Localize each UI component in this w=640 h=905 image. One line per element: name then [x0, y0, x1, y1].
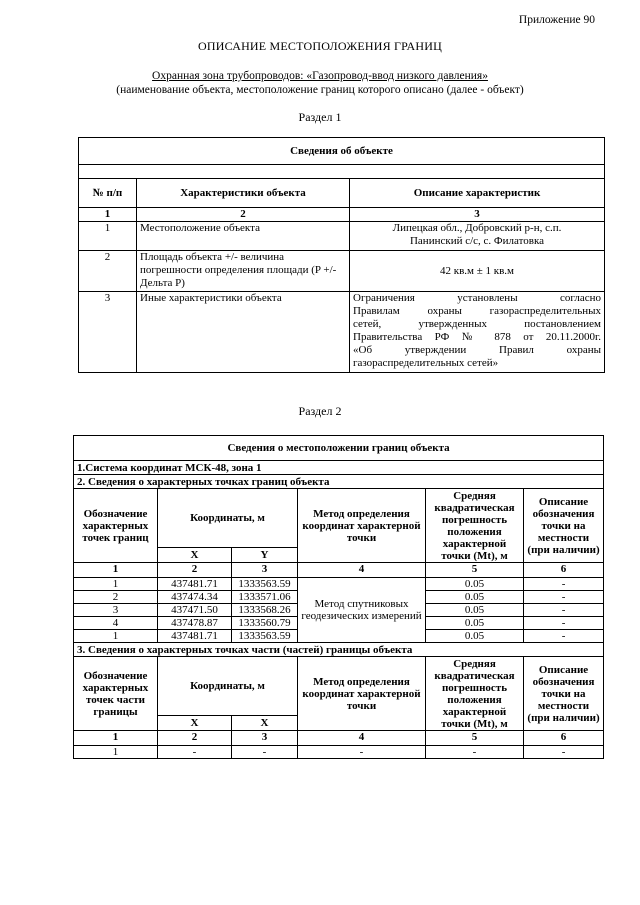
object-name-caption: (наименование объекта, местоположение границ которого описано (далее - объект) — [116, 84, 524, 96]
index-row — [74, 563, 604, 578]
row-description — [350, 292, 605, 373]
boundary-table — [73, 435, 604, 759]
section2-title: Раздел 2 — [298, 404, 342, 418]
index-cell: 6 — [524, 563, 604, 578]
index-cell: 5 — [426, 563, 524, 578]
index-cell: 4 — [298, 563, 426, 578]
point-place: - — [524, 630, 604, 643]
point-part-header: Обозначение характерных точек части границы — [74, 657, 158, 731]
object-info-table — [78, 137, 605, 373]
point-x: 437481.71 — [158, 630, 232, 643]
index-cell: 4 — [298, 731, 426, 746]
description-line: Липецкая обл., Добровский р-н, с.п. — [392, 222, 562, 234]
row-number: 3 — [79, 292, 137, 373]
point-number: 1 — [74, 746, 158, 759]
row-characteristic: Иные характеристики объекта — [137, 292, 350, 373]
row-characteristic: Местоположение объекта — [137, 222, 350, 251]
point-place: - — [524, 604, 604, 617]
table-title: Сведения о местоположении границ объекта — [74, 436, 604, 461]
row-number: 1 — [79, 222, 137, 251]
description-line: Правилам охраны газораспределительных — [353, 305, 602, 317]
point-number: 1 — [74, 630, 158, 643]
y-header: Y — [232, 548, 298, 563]
description-line: Панинский с/с, с. Филатовка — [409, 235, 545, 247]
row-characteristic: Площадь объекта +/- величина погрешности определения площади (P +/- Дельта P) — [137, 251, 350, 292]
point-number: 2 — [74, 591, 158, 604]
header-row — [74, 657, 604, 716]
point-x: 437481.71 — [158, 578, 232, 591]
point-y: - — [232, 746, 298, 759]
part-points-heading: 3. Сведения о характерных точках части (частей) границы объекта — [74, 643, 604, 657]
table-row — [79, 292, 605, 373]
table-row — [74, 578, 604, 591]
point-place: - — [524, 617, 604, 630]
subheading-row — [74, 643, 604, 657]
rms-header: Средняя квадратическая погрешность положения характерной точки (Mt), м — [426, 657, 524, 731]
x-header: X — [158, 548, 232, 563]
index-cell: 5 — [426, 731, 524, 746]
description-line: Правительства РФ № 878 от 20.11.2000г. — [353, 331, 602, 343]
points-heading: 2. Сведения о характерных точках границ объекта — [74, 475, 604, 489]
description-line: «Об утверждении Правил охраны — [353, 344, 602, 356]
row-number: 2 — [79, 251, 137, 292]
index-cell: 1 — [79, 208, 137, 222]
point-rms: 0.05 — [426, 591, 524, 604]
point-place: - — [524, 578, 604, 591]
col-desc-header: Описание характеристик — [350, 179, 605, 208]
page-title: ОПИСАНИЕ МЕСТОПОЛОЖЕНИЯ ГРАНИЦ — [198, 39, 442, 53]
point-x: 437474.34 — [158, 591, 232, 604]
point-rms: 0.05 — [426, 617, 524, 630]
subheading-row — [74, 461, 604, 475]
point-number: 1 — [74, 578, 158, 591]
table-row — [79, 222, 605, 251]
col-num-header: № п/п — [79, 179, 137, 208]
section1-title: Раздел 1 — [298, 110, 342, 124]
spacer-row — [79, 165, 605, 179]
appendix-label: Приложение 90 — [518, 14, 595, 26]
index-cell: 3 — [232, 731, 298, 746]
header-row — [74, 489, 604, 548]
point-rms: 0.05 — [426, 578, 524, 591]
coordinate-system: 1.Система координат МСК-48, зона 1 — [74, 461, 604, 475]
point-rms: 0.05 — [426, 630, 524, 643]
table-title: Сведения об объекте — [79, 138, 605, 165]
index-cell: 2 — [137, 208, 350, 222]
index-cell: 2 — [158, 731, 232, 746]
method-cell: - — [298, 746, 426, 759]
point-number: 4 — [74, 617, 158, 630]
point-rms: 0.05 — [426, 604, 524, 617]
point-y: 1333563.59 — [232, 630, 298, 643]
index-cell: 1 — [74, 563, 158, 578]
point-rms: - — [426, 746, 524, 759]
table-row — [74, 746, 604, 759]
row-description: 42 кв.м ± 1 кв.м — [350, 251, 605, 292]
point-x: 437478.87 — [158, 617, 232, 630]
index-cell: 1 — [74, 731, 158, 746]
coords-header: Координаты, м — [158, 489, 298, 548]
object-name: Охранная зона трубопроводов: «Газопровод-ввод низкого давления» — [152, 70, 488, 82]
col-char-header: Характеристики объекта — [137, 179, 350, 208]
point-place: - — [524, 746, 604, 759]
point-y: 1333571.06 — [232, 591, 298, 604]
method-header: Метод определения координат характерной точки — [298, 489, 426, 563]
subheading-row — [74, 475, 604, 489]
index-row — [79, 208, 605, 222]
coords-header: Координаты, м — [158, 657, 298, 716]
index-row — [74, 731, 604, 746]
header-row — [79, 179, 605, 208]
row-description — [350, 222, 605, 251]
place-header: Описание обозначения точки на местности (при наличии) — [524, 489, 604, 563]
point-y: 1333563.59 — [232, 578, 298, 591]
x2-header: X — [232, 716, 298, 731]
index-cell: 3 — [232, 563, 298, 578]
place-header: Описание обозначения точки на местности (при наличии) — [524, 657, 604, 731]
description-line: сетей, утвержденных постановлением — [353, 318, 602, 330]
table-title-row — [79, 138, 605, 165]
index-cell: 6 — [524, 731, 604, 746]
table-title-row — [74, 436, 604, 461]
table-row — [79, 251, 605, 292]
description-line: газораспределительных сетей» — [353, 357, 499, 369]
point-x: 437471.50 — [158, 604, 232, 617]
point-y: 1333568.26 — [232, 604, 298, 617]
index-cell: 2 — [158, 563, 232, 578]
rms-header: Средняя квадратическая погрешность положения характерной точки (Mt), м — [426, 489, 524, 563]
x-header: X — [158, 716, 232, 731]
method-cell: Метод спутниковых геодезических измерений — [298, 578, 426, 643]
method-header: Метод определения координат характерной точки — [298, 657, 426, 731]
index-cell: 3 — [350, 208, 605, 222]
description-line: Ограничения установлены согласно — [353, 292, 602, 304]
point-number: 3 — [74, 604, 158, 617]
point-header: Обозначение характерных точек границ — [74, 489, 158, 563]
point-y: 1333560.79 — [232, 617, 298, 630]
point-place: - — [524, 591, 604, 604]
point-x: - — [158, 746, 232, 759]
